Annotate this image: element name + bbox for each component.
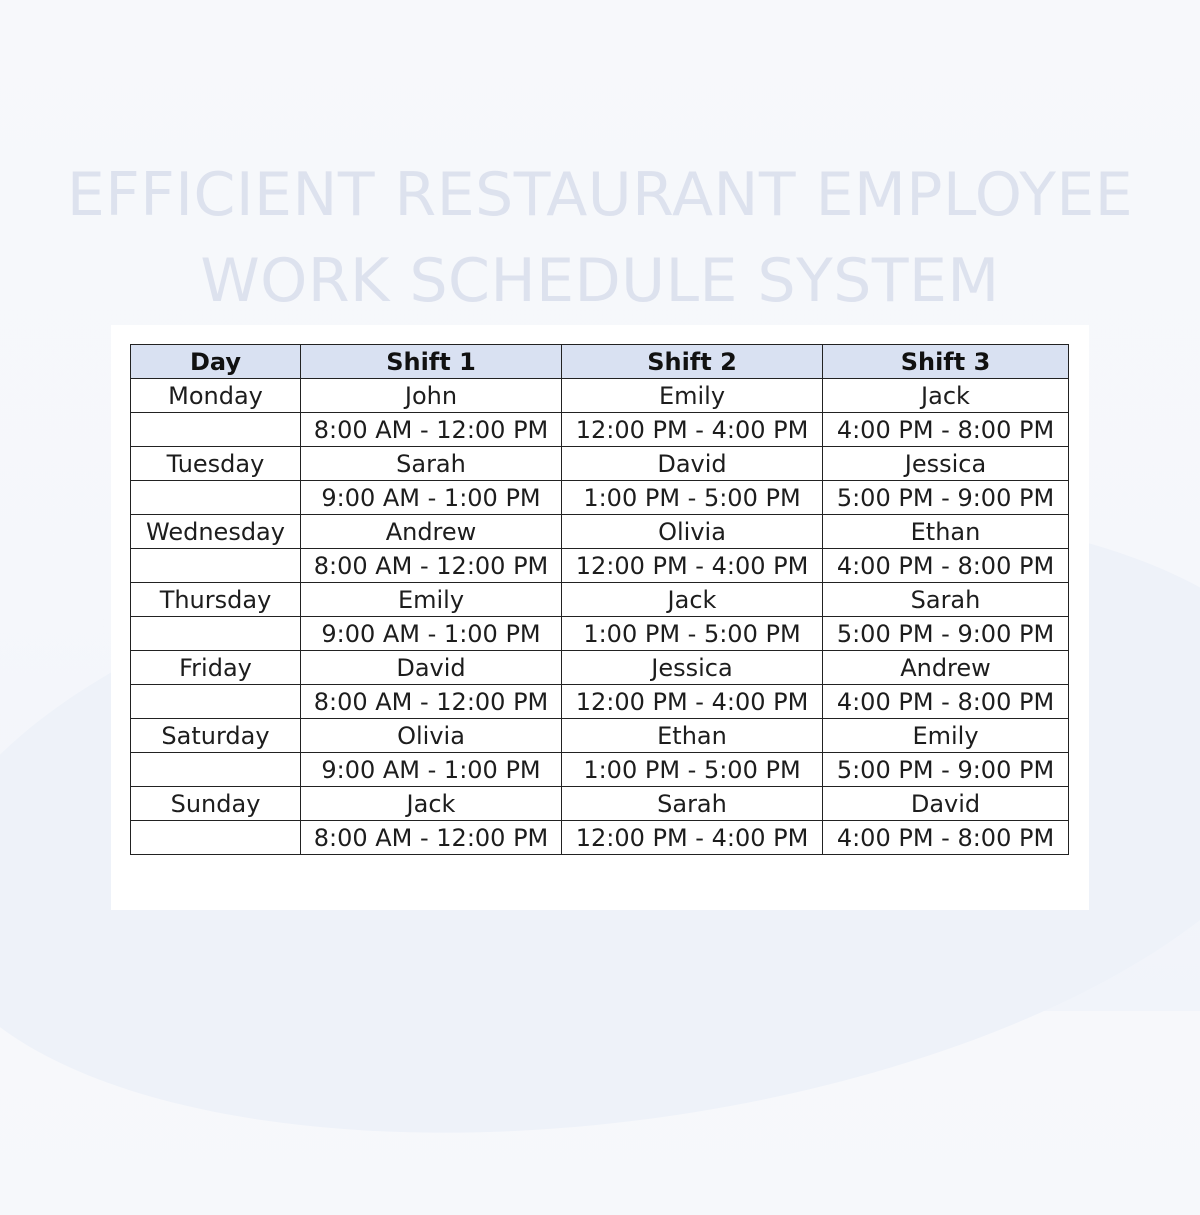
cell-shift-1: 9:00 AM - 1:00 PM [301, 617, 562, 651]
header-shift-1: Shift 1 [301, 345, 562, 379]
table-row [131, 753, 1069, 787]
cell-shift-1: Emily [301, 583, 562, 617]
title-line-1: EFFICIENT RESTAURANT EMPLOYEE [66, 160, 1134, 231]
table-row [131, 617, 1069, 651]
table-row [131, 719, 1069, 753]
table-row [131, 413, 1069, 447]
cell-shift-2: 12:00 PM - 4:00 PM [562, 821, 823, 855]
cell-shift-3: Andrew [823, 651, 1069, 685]
cell-shift-2: Jack [562, 583, 823, 617]
cell-day: Friday [131, 651, 301, 685]
header-shift-2: Shift 2 [562, 345, 823, 379]
cell-shift-2: 12:00 PM - 4:00 PM [562, 685, 823, 719]
cell-day [131, 617, 301, 651]
cell-day [131, 413, 301, 447]
cell-shift-2: Emily [562, 379, 823, 413]
table-row [131, 583, 1069, 617]
cell-day: Tuesday [131, 447, 301, 481]
cell-shift-1: 8:00 AM - 12:00 PM [301, 685, 562, 719]
table-row [131, 821, 1069, 855]
cell-shift-1: 8:00 AM - 12:00 PM [301, 549, 562, 583]
cell-day: Monday [131, 379, 301, 413]
cell-shift-2: 1:00 PM - 5:00 PM [562, 481, 823, 515]
cell-shift-1: John [301, 379, 562, 413]
cell-shift-2: Sarah [562, 787, 823, 821]
cell-shift-3: 4:00 PM - 8:00 PM [823, 549, 1069, 583]
table-row [131, 481, 1069, 515]
cell-shift-3: Jessica [823, 447, 1069, 481]
table-row [131, 685, 1069, 719]
cell-shift-2: Olivia [562, 515, 823, 549]
cell-shift-1: Jack [301, 787, 562, 821]
schedule-table [130, 344, 1069, 855]
cell-shift-3: Sarah [823, 583, 1069, 617]
cell-shift-2: David [562, 447, 823, 481]
cell-shift-1: 8:00 AM - 12:00 PM [301, 821, 562, 855]
table-row [131, 651, 1069, 685]
cell-shift-3: 5:00 PM - 9:00 PM [823, 753, 1069, 787]
header-shift-3: Shift 3 [823, 345, 1069, 379]
cell-shift-3: Emily [823, 719, 1069, 753]
title-line-2: WORK SCHEDULE SYSTEM [200, 246, 1000, 317]
cell-day [131, 685, 301, 719]
cell-shift-2: 12:00 PM - 4:00 PM [562, 413, 823, 447]
cell-day [131, 821, 301, 855]
cell-day [131, 481, 301, 515]
cell-shift-2: Jessica [562, 651, 823, 685]
cell-day [131, 753, 301, 787]
table-row [131, 447, 1069, 481]
page-title [0, 152, 1200, 324]
cell-shift-1: 9:00 AM - 1:00 PM [301, 481, 562, 515]
table-row [131, 787, 1069, 821]
cell-shift-3: Ethan [823, 515, 1069, 549]
cell-shift-3: 5:00 PM - 9:00 PM [823, 481, 1069, 515]
cell-shift-2: 1:00 PM - 5:00 PM [562, 617, 823, 651]
cell-shift-1: Olivia [301, 719, 562, 753]
cell-shift-1: David [301, 651, 562, 685]
cell-shift-1: 8:00 AM - 12:00 PM [301, 413, 562, 447]
cell-day: Saturday [131, 719, 301, 753]
cell-shift-2: Ethan [562, 719, 823, 753]
cell-day [131, 549, 301, 583]
cell-shift-3: Jack [823, 379, 1069, 413]
cell-shift-3: 4:00 PM - 8:00 PM [823, 821, 1069, 855]
schedule-card [111, 325, 1089, 910]
cell-shift-3: 4:00 PM - 8:00 PM [823, 413, 1069, 447]
cell-shift-1: 9:00 AM - 1:00 PM [301, 753, 562, 787]
cell-shift-3: 5:00 PM - 9:00 PM [823, 617, 1069, 651]
cell-day: Thursday [131, 583, 301, 617]
table-row [131, 515, 1069, 549]
schedule-body [131, 379, 1069, 855]
table-row [131, 549, 1069, 583]
cell-day: Wednesday [131, 515, 301, 549]
table-row [131, 379, 1069, 413]
cell-day: Sunday [131, 787, 301, 821]
header-row [131, 345, 1069, 379]
cell-shift-1: Sarah [301, 447, 562, 481]
cell-shift-2: 1:00 PM - 5:00 PM [562, 753, 823, 787]
cell-shift-3: 4:00 PM - 8:00 PM [823, 685, 1069, 719]
cell-shift-2: 12:00 PM - 4:00 PM [562, 549, 823, 583]
cell-shift-3: David [823, 787, 1069, 821]
cell-shift-1: Andrew [301, 515, 562, 549]
header-day: Day [131, 345, 301, 379]
